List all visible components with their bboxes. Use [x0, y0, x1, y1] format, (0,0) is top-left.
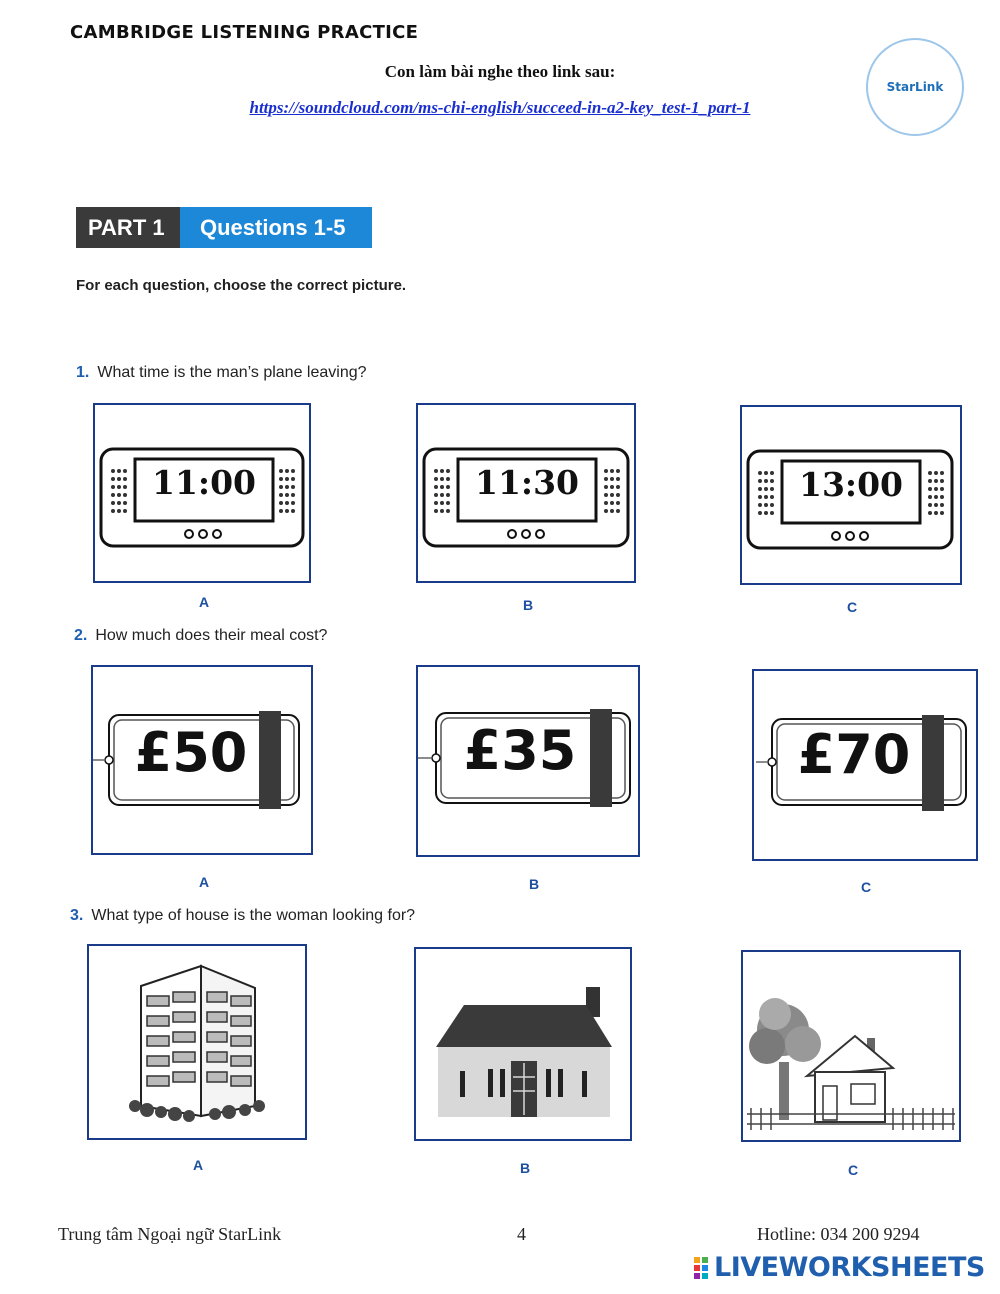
question-text: What time is the man’s plane leaving?	[97, 364, 367, 381]
option-letter: B	[523, 597, 534, 613]
audio-link[interactable]: https://soundcloud.com/ms-chi-english/succeed-in-a2-key_test-1_part-1	[249, 98, 751, 117]
q2-option-c[interactable]	[752, 669, 978, 861]
q1-option-b[interactable]	[416, 403, 636, 583]
q1-option-a[interactable]	[93, 403, 311, 583]
option-letter: B	[529, 876, 540, 892]
question-text: What type of house is the woman looking for?	[91, 907, 416, 924]
option-letter: B	[520, 1160, 531, 1176]
price-label: £35	[463, 719, 577, 782]
listening-instruction: Con làm bài nghe theo link sau:	[384, 62, 616, 81]
house-with-garden-icon	[743, 952, 959, 1140]
question-1	[76, 364, 367, 382]
part-label: PART 1	[76, 207, 180, 248]
option-letter: C	[861, 879, 872, 895]
starlink-logo	[866, 38, 964, 136]
question-number: 1.	[76, 364, 90, 381]
logo-text: StarLink	[886, 80, 944, 94]
page-number: 4	[517, 1224, 526, 1244]
part-banner	[76, 207, 372, 248]
footer-center-name: Trung tâm Ngoại ngữ StarLink	[58, 1224, 282, 1244]
q2-option-a[interactable]	[91, 665, 313, 855]
question-2	[74, 627, 327, 645]
question-3	[70, 907, 415, 925]
bungalow-house-icon	[416, 949, 630, 1139]
apartment-building-icon	[89, 946, 305, 1138]
q3-option-a[interactable]	[87, 944, 307, 1140]
clock-display: 13:00	[798, 465, 904, 504]
part-directions: For each question, choose the correct picture.	[76, 277, 407, 294]
question-number: 2.	[74, 627, 88, 644]
option-letter: A	[199, 874, 210, 890]
page-title: CAMBRIDGE LISTENING PRACTICE	[70, 22, 419, 43]
price-label: £50	[134, 721, 248, 784]
price-label: £70	[797, 723, 911, 786]
liveworksheets-brand: LIVEWORKSHEETS	[714, 1252, 985, 1283]
option-letter: A	[193, 1157, 204, 1173]
option-letter: C	[847, 599, 858, 615]
option-letter: A	[199, 594, 210, 610]
q1-option-c[interactable]	[740, 405, 962, 585]
question-number: 3.	[70, 907, 84, 924]
q3-option-c[interactable]	[741, 950, 961, 1142]
liveworksheets-icon	[694, 1257, 708, 1279]
q2-option-b[interactable]	[416, 665, 640, 857]
q3-option-b[interactable]	[414, 947, 632, 1141]
question-text: How much does their meal cost?	[95, 627, 328, 644]
questions-range-label: Questions 1-5	[180, 207, 372, 248]
option-letter: C	[848, 1162, 859, 1178]
hotline: Hotline: 034 200 9294	[757, 1224, 920, 1244]
clock-display: 11:00	[151, 463, 257, 502]
clock-display: 11:30	[474, 463, 580, 502]
